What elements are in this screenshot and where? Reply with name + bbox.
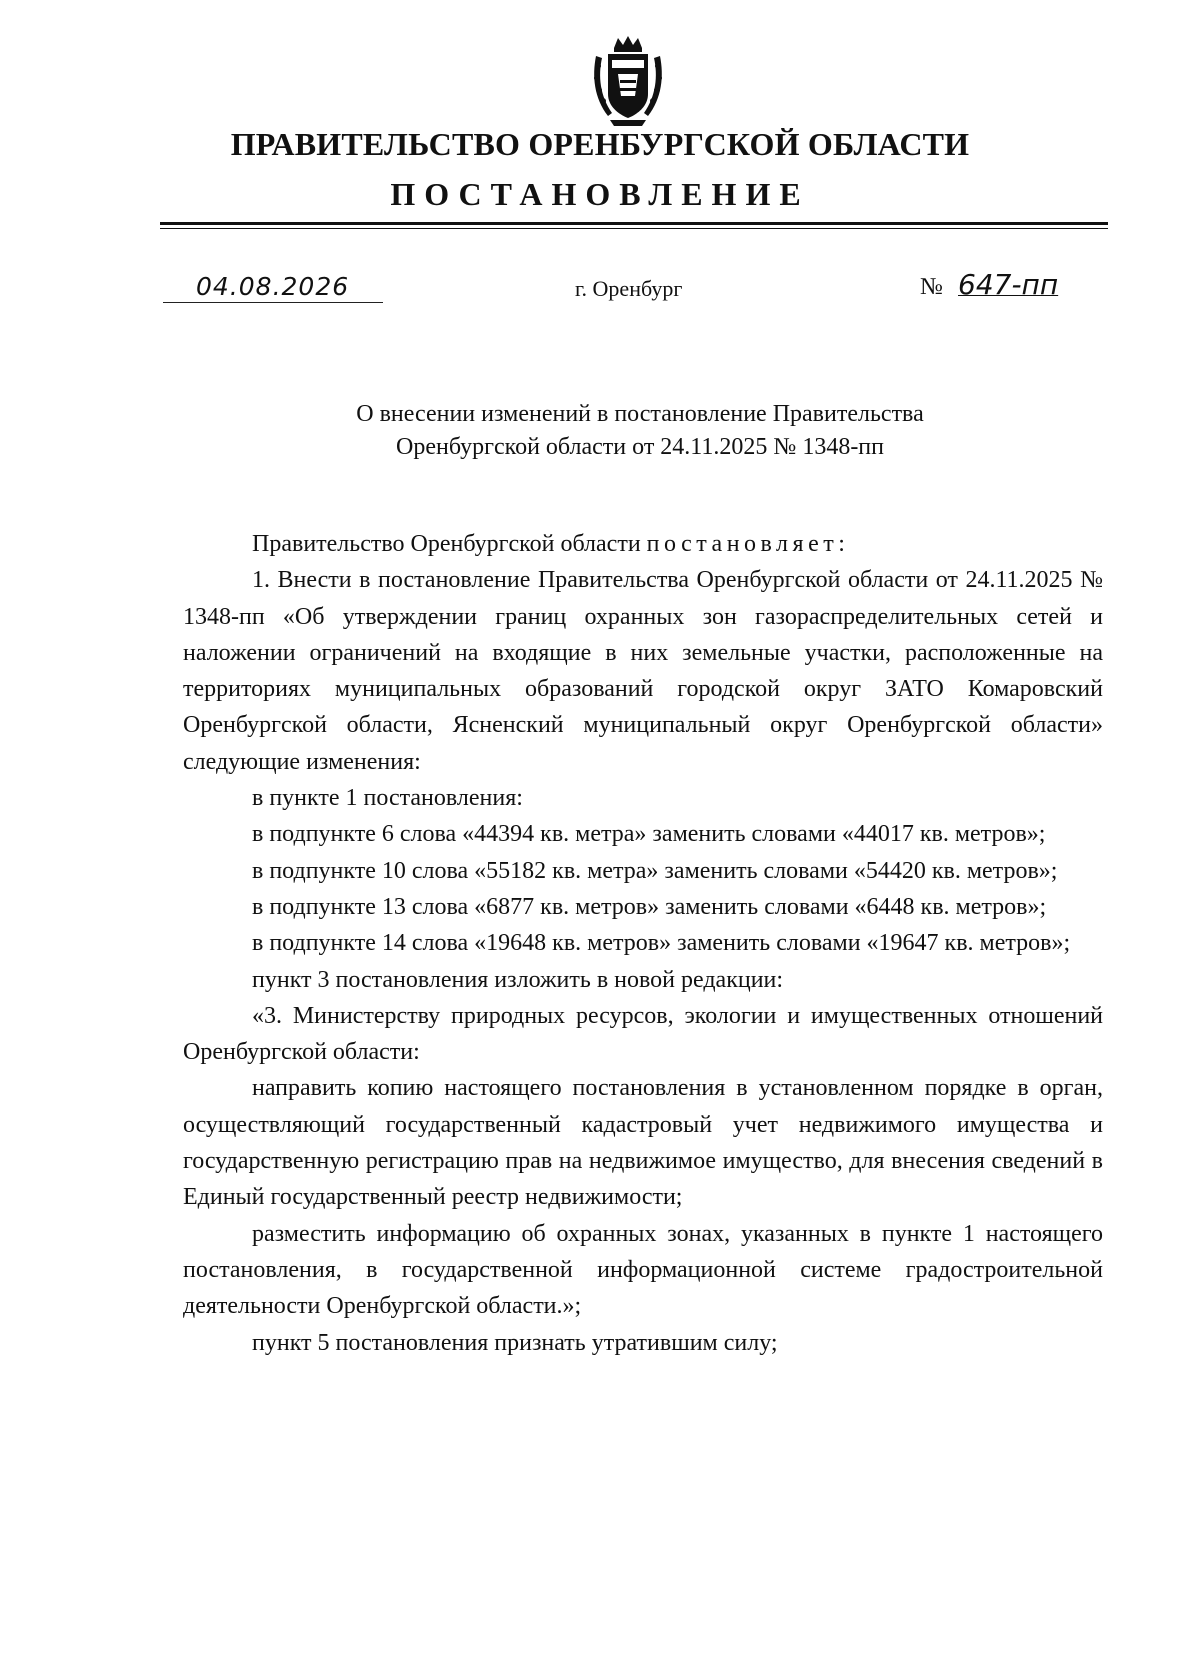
body-paragraph: в пункте 1 постановления: xyxy=(252,785,523,812)
document-date: 04.08.2026 xyxy=(196,272,350,301)
body-paragraph: в подпункте 13 слова «6877 кв. метров» заменить словами «6448 кв. метров»; xyxy=(252,893,1047,920)
number-sign: № xyxy=(920,274,943,300)
issue-city: г. Оренбург xyxy=(575,276,683,301)
subject-line-2: Оренбургской области от 24.11.2025 № 1348-пп xyxy=(396,434,884,460)
intro-paragraph xyxy=(183,526,1103,562)
header-rule-thin xyxy=(160,228,1108,229)
document-subject xyxy=(200,398,1080,464)
body-paragraph: разместить информацию об охранных зонах, указанных в пункте 1 настоящего постановления, в государственной информационной системе градостроительной деятельности Оренбургской области.»; xyxy=(183,1220,1103,1320)
body-paragraph: в подпункте 10 слова «55182 кв. метра» заменить словами «54420 кв. метров»; xyxy=(252,857,1058,884)
header-rule-thick xyxy=(160,222,1108,225)
body-paragraph: «3. Министерству природных ресурсов, экологии и имущественных отношений Оренбургской области: xyxy=(183,1002,1103,1066)
body-paragraph: пункт 3 постановления изложить в новой редакции: xyxy=(252,966,784,993)
coat-of-arms-emblem xyxy=(590,36,666,128)
body-paragraph: 1. Внести в постановление Правительства Оренбургской области от 24.11.2025 № 1348-пп «Об утверждении границ охранных зон газораспределительных сетей и наложении ограничений на входящие в них земельные участки, расположенные на территориях муниципальных образований городской округ ЗАТО Комаровский Оренбургской области, Ясненский муниципальный округ Оренбургской области» следующие изменения: xyxy=(183,567,1103,775)
body-paragraph: в подпункте 14 слова «19648 кв. метров» заменить словами «19647 кв. метров»; xyxy=(252,930,1071,957)
document-number: 647-пп xyxy=(958,268,1059,301)
document-body xyxy=(183,526,1103,1361)
document-type-heading: ПОСТАНОВЛЕНИЕ xyxy=(390,176,810,212)
subject-line-1: О внесении изменений в постановление Правительства xyxy=(356,401,924,427)
date-underline xyxy=(163,302,383,303)
intro-prefix: Правительство Оренбургской области xyxy=(252,531,647,557)
organization-title: ПРАВИТЕЛЬСТВО ОРЕНБУРГСКОЙ ОБЛАСТИ xyxy=(230,126,970,162)
body-paragraph: пункт 5 постановления признать утратившим силу; xyxy=(252,1329,778,1356)
body-paragraph: направить копию настоящего постановления в установленном порядке в орган, осуществляющий государственный кадастровый учет недвижимого имущества и государственную регистрацию прав на недвижимое имущество, для внесения сведений в Единый государственный реестр недвижимости; xyxy=(183,1075,1103,1211)
body-paragraph: в подпункте 6 слова «44394 кв. метра» заменить словами «44017 кв. метров»; xyxy=(252,821,1046,848)
intro-decree-word: постановляет: xyxy=(646,531,850,557)
